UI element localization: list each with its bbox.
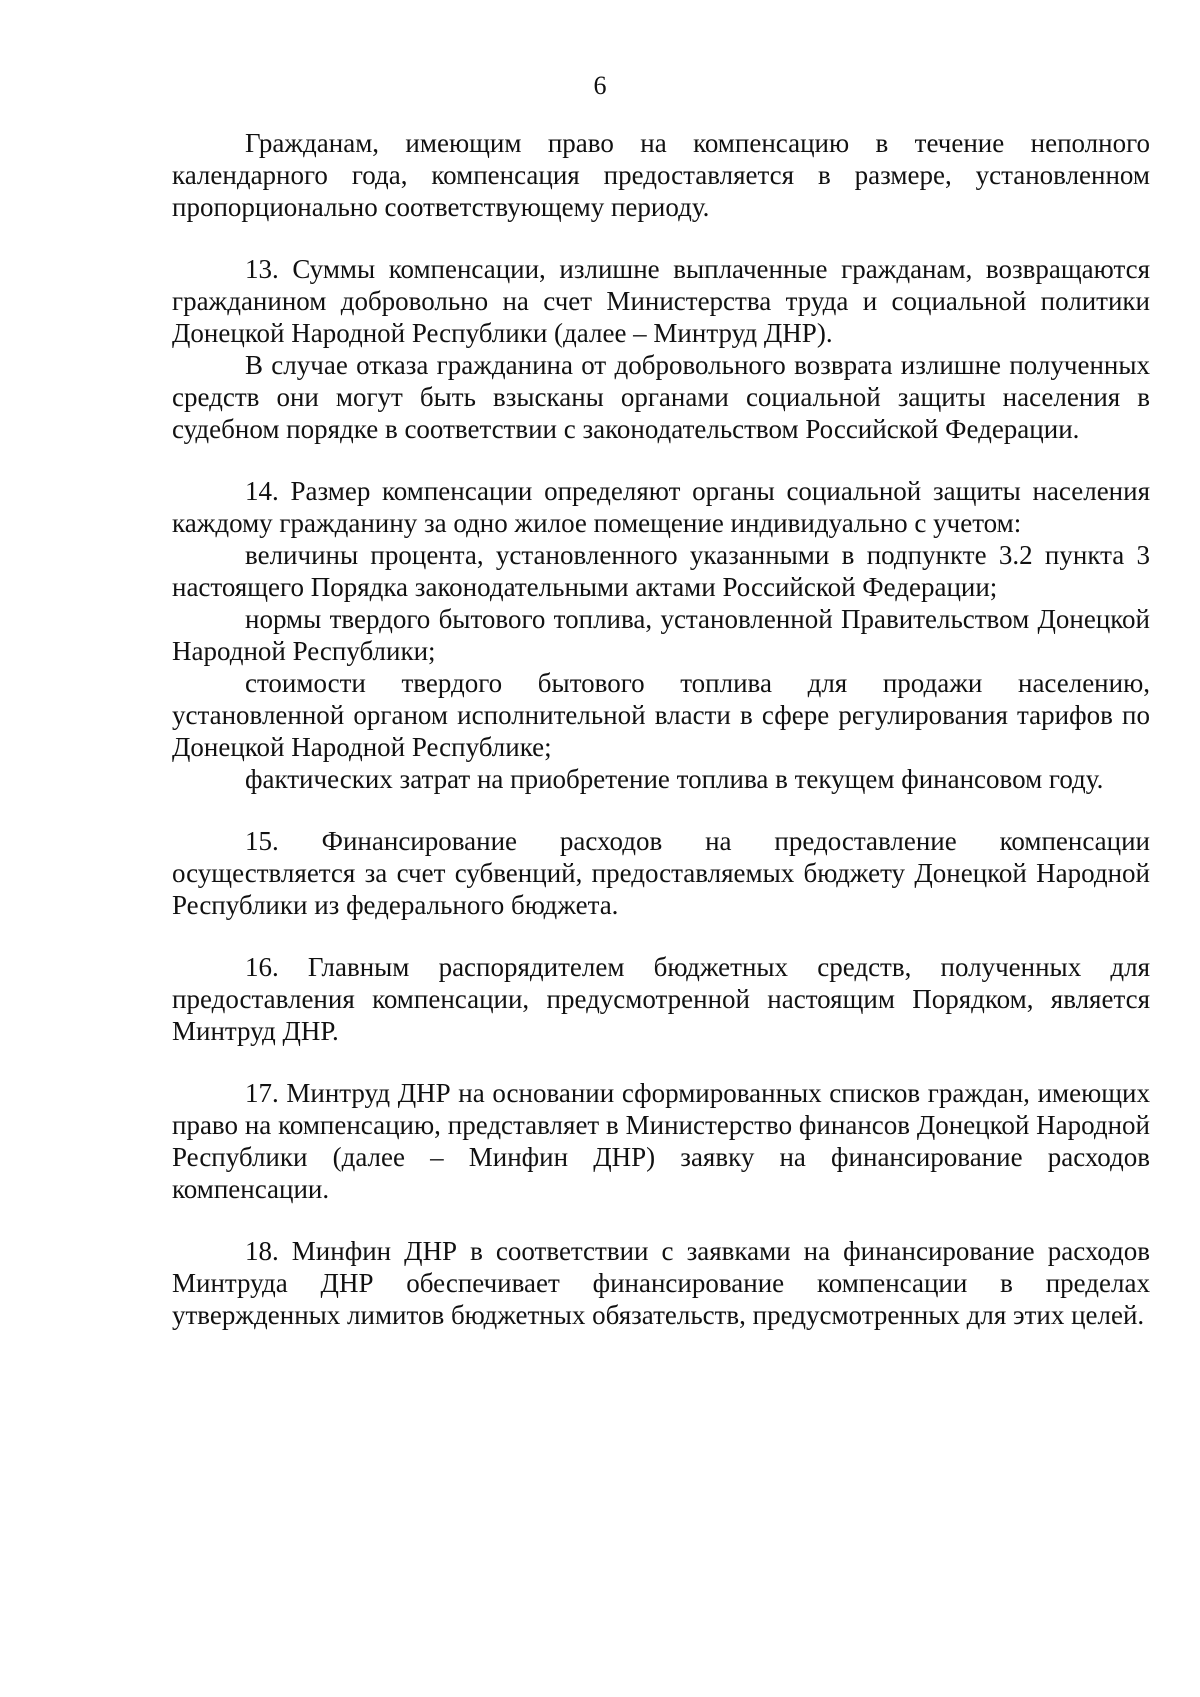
- page-number: 6: [593, 71, 607, 100]
- paragraph-14-item-actual-costs: фактических затрат на приобретение топлива в текущем финансовом году.: [245, 764, 1104, 794]
- paragraph-14-item-fuel-cost: стоимости твердого бытового топлива для продажи населению, установленной органом исполнительной власти в сфере регулирования тарифов по Донецкой Народной Республике;: [172, 668, 1150, 762]
- paragraph-14: 14. Размер компенсации определяют органы социальной защиты населения каждому гражданину за одно жилое помещение индивидуально с учетом:: [172, 476, 1150, 538]
- paragraph-18: 18. Минфин ДНР в соответствии с заявками на финансирование расходов Минтруда ДНР обеспечивает финансирование компенсации в пределах утвержденных лимитов бюджетных обязательств, предусмотренных для этих целей.: [172, 1236, 1150, 1330]
- paragraph-14-item-fuel-norm: нормы твердого бытового топлива, установленной Правительством Донецкой Народной Республики;: [172, 604, 1150, 666]
- document-body: [172, 127, 1150, 1331]
- paragraph-13: 13. Суммы компенсации, излишне выплаченные гражданам, возвращаются гражданином добровольно на счет Министерства труда и социальной политики Донецкой Народной Республики (далее – Минтруд ДНР).: [172, 254, 1150, 348]
- paragraph-14-item-percent: величины процента, установленного указанными в подпункте 3.2 пункта 3 настоящего Порядка законодательными актами Российской Федерации;: [172, 540, 1150, 602]
- paragraph-partial-year: Гражданам, имеющим право на компенсацию в течение неполного календарного года, компенсация предоставляется в размере, установленном пропорционально соответствующему периоду.: [172, 128, 1150, 222]
- paragraph-17: 17. Минтруд ДНР на основании сформированных списков граждан, имеющих право на компенсацию, представляет в Министерство финансов Донецкой Народной Республики (далее – Минфин ДНР) заявку на финансирование расходов компенсации.: [172, 1078, 1150, 1204]
- paragraph-16: 16. Главным распорядителем бюджетных средств, полученных для предоставления компенсации, предусмотренной настоящим Порядком, является Минтруд ДНР.: [172, 952, 1150, 1046]
- paragraph-15: 15. Финансирование расходов на предоставление компенсации осуществляется за счет субвенций, предоставляемых бюджету Донецкой Народной Республики из федерального бюджета.: [172, 826, 1150, 920]
- paragraph-13-refusal: В случае отказа гражданина от добровольного возврата излишне полученных средств они могут быть взысканы органами социальной защиты населения в судебном порядке в соответствии с законодательством Российской Федерации.: [172, 350, 1150, 444]
